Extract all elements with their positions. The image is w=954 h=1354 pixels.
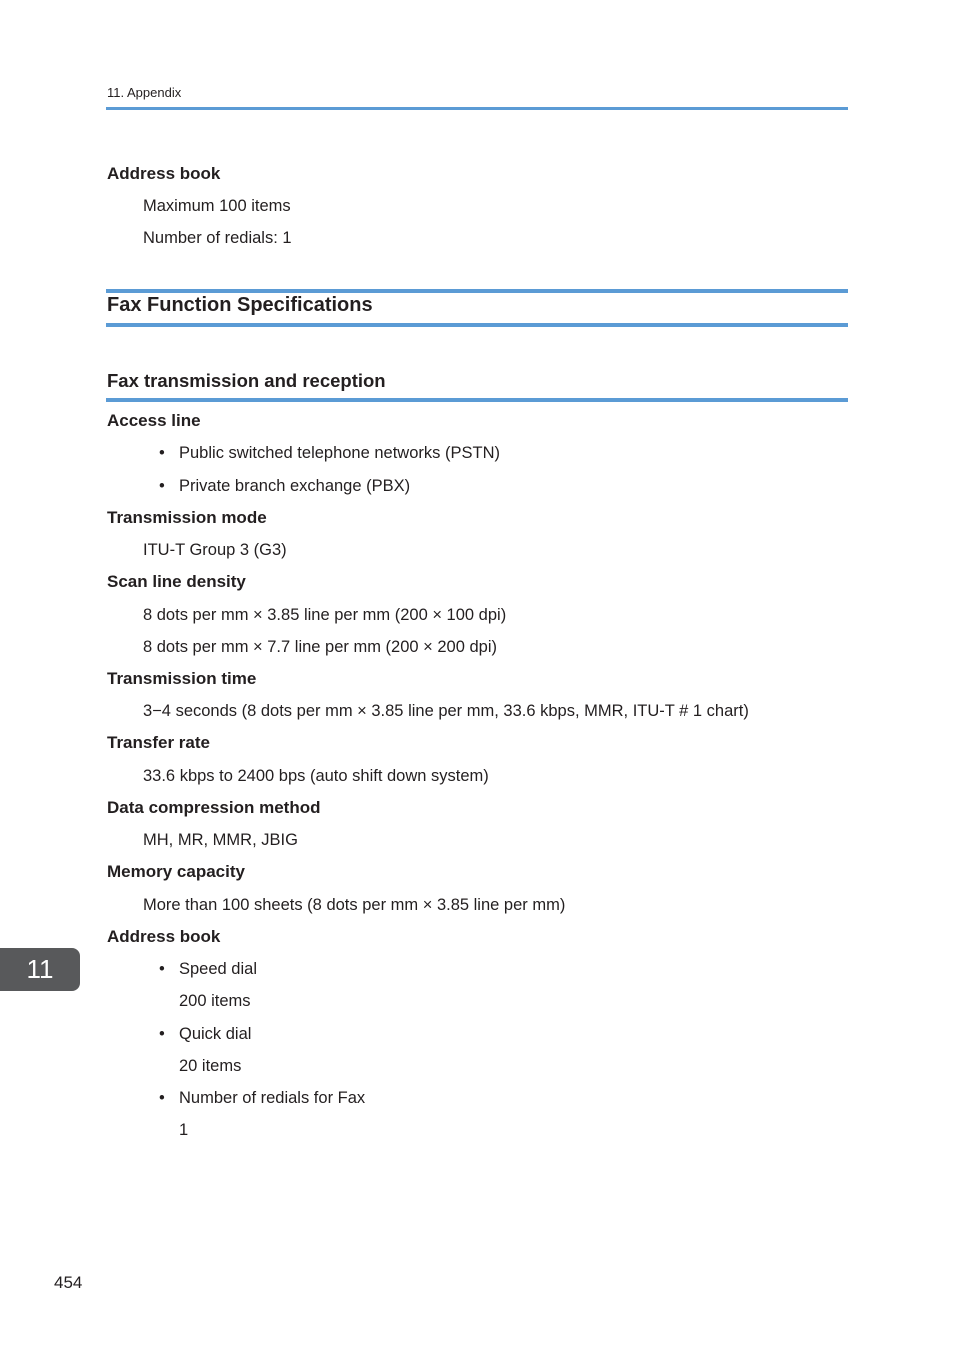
address-book-line: Maximum 100 items	[143, 197, 291, 215]
section-rule-bottom	[106, 323, 848, 327]
subsection-title: Fax transmission and reception	[107, 370, 386, 391]
bullet: •	[159, 1089, 165, 1107]
bullet: •	[159, 960, 165, 978]
access-line-item: Private branch exchange (PBX)	[179, 477, 411, 495]
chapter-tab: 11	[0, 948, 80, 991]
address-book-item-value: 1	[179, 1121, 189, 1139]
section-rule-top	[106, 289, 848, 293]
bullet: •	[159, 477, 165, 495]
page-number: 454	[54, 1273, 83, 1292]
running-head: 11. Appendix	[107, 85, 182, 100]
address-book-spec-term: Address book	[107, 927, 221, 946]
subsection-rule	[106, 398, 848, 402]
address-book-item-label: Quick dial	[179, 1025, 252, 1043]
section-title: Fax Function Specifications	[107, 294, 373, 316]
address-book-item-value: 200 items	[179, 992, 251, 1010]
memory-capacity-value: More than 100 sheets (8 dots per mm × 3.85 line per mm)	[143, 896, 566, 914]
transmission-time-value: 3−4 seconds (8 dots per mm × 3.85 line per mm, 33.6 kbps, MMR, ITU-T # 1 chart)	[143, 702, 749, 720]
address-book-item-label: Number of redials for Fax	[179, 1089, 366, 1107]
scan-line-density-term: Scan line density	[107, 572, 246, 591]
header-rule	[106, 107, 848, 110]
bullet: •	[159, 444, 165, 462]
transmission-time-term: Transmission time	[107, 669, 257, 688]
address-book-term: Address book	[107, 164, 221, 183]
scan-line-density-value: 8 dots per mm × 3.85 line per mm (200 × 100 dpi)	[143, 606, 507, 624]
transmission-mode-term: Transmission mode	[107, 508, 267, 527]
access-line-term: Access line	[107, 411, 201, 430]
transfer-rate-value: 33.6 kbps to 2400 bps (auto shift down system)	[143, 767, 489, 785]
transmission-mode-value: ITU-T Group 3 (G3)	[143, 541, 287, 559]
transfer-rate-term: Transfer rate	[107, 733, 210, 752]
access-line-item: Public switched telephone networks (PSTN)	[179, 444, 500, 462]
address-book-line: Number of redials: 1	[143, 229, 292, 247]
data-compression-term: Data compression method	[107, 798, 321, 817]
scan-line-density-value: 8 dots per mm × 7.7 line per mm (200 × 200 dpi)	[143, 638, 498, 656]
bullet: •	[159, 1025, 165, 1043]
address-book-item-value: 20 items	[179, 1057, 242, 1075]
data-compression-value: MH, MR, MMR, JBIG	[143, 831, 298, 849]
address-book-item-label: Speed dial	[179, 960, 257, 978]
memory-capacity-term: Memory capacity	[107, 862, 245, 881]
